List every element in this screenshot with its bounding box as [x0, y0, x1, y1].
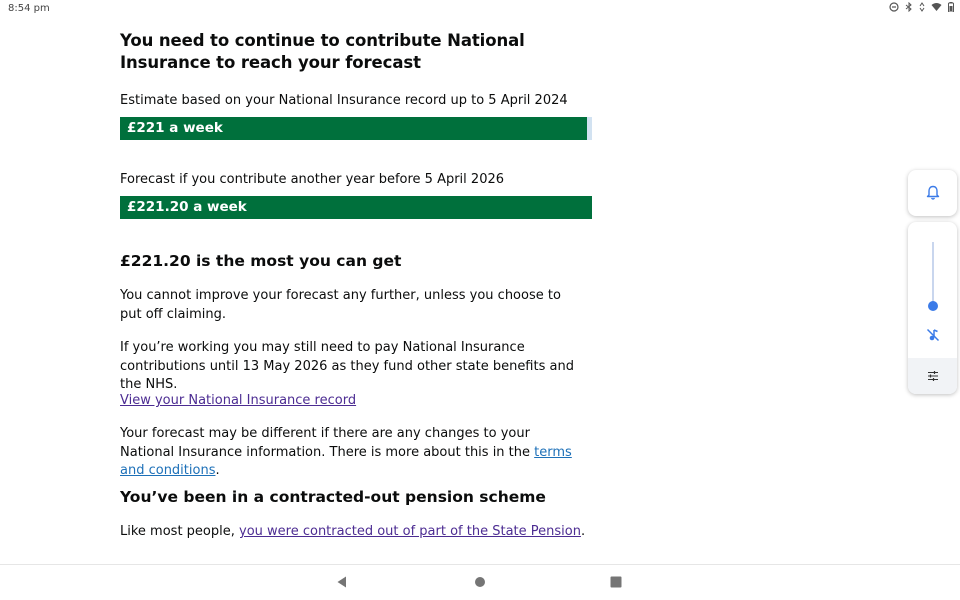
estimate-bar: [120, 117, 592, 140]
battery-icon: [948, 2, 954, 12]
ni-record-link[interactable]: View your National Insurance record: [120, 393, 357, 408]
forecast-bar: [120, 196, 592, 219]
forecast-different-text: [120, 425, 582, 481]
estimate-caption: Estimate based on your National Insurance record up to 5 April 2024: [120, 93, 568, 108]
estimate-amount: £221 a week: [127, 120, 223, 136]
status-icons: [889, 2, 954, 12]
recents-icon[interactable]: [610, 575, 622, 589]
back-icon[interactable]: [336, 575, 348, 589]
bluetooth-icon: [905, 2, 913, 12]
forecast-different-text-end: .: [215, 463, 220, 478]
volume-panel: [908, 222, 957, 394]
do-not-disturb-icon: [889, 2, 899, 12]
network-icon: [919, 2, 925, 12]
status-bar: [0, 0, 960, 18]
bell-icon: [926, 185, 940, 201]
volume-slider[interactable]: [932, 242, 934, 306]
tune-settings-icon[interactable]: [927, 370, 939, 382]
ni-record-paragraph: [120, 392, 592, 411]
navigation-bar: [0, 564, 960, 600]
forecast-caption: Forecast if you contribute another year before 5 April 2026: [120, 172, 505, 187]
forecast-different-text-start: Your forecast may be different if there are any changes to your National Insurance information. There is more about this in the: [120, 426, 535, 460]
forecast-amount: £221.20 a week: [127, 199, 247, 215]
forecast-heading: You need to continue to contribute National Insurance to reach your forecast: [120, 31, 525, 72]
contracted-out-link[interactable]: you were contracted out of part of the State Pension: [239, 524, 581, 539]
volume-slider-thumb[interactable]: [928, 301, 938, 311]
sound-settings-area: [908, 358, 957, 394]
contracted-heading: You’ve been in a contracted-out pension scheme: [120, 488, 546, 506]
contracted-text-start: Like most people,: [120, 524, 239, 539]
home-icon[interactable]: [474, 575, 486, 589]
status-time: 8:54 pm: [8, 3, 50, 14]
media-muted-icon[interactable]: [926, 328, 940, 342]
wifi-icon: [931, 2, 942, 12]
contracted-text: [120, 523, 592, 542]
ringer-mode-button[interactable]: [908, 170, 957, 216]
contracted-text-end: .: [580, 524, 586, 539]
terms-link[interactable]: terms and conditions: [120, 444, 572, 478]
still-pay-text: If you’re working you may still need to pay National Insurance contributions until 13 May 2026 as they fund other state benefits and the NHS.: [120, 340, 574, 392]
max-heading: £221.20 is the most you can get: [120, 252, 402, 270]
cannot-improve-text: You cannot improve your forecast any further, unless you choose to put off claiming.: [120, 288, 561, 322]
